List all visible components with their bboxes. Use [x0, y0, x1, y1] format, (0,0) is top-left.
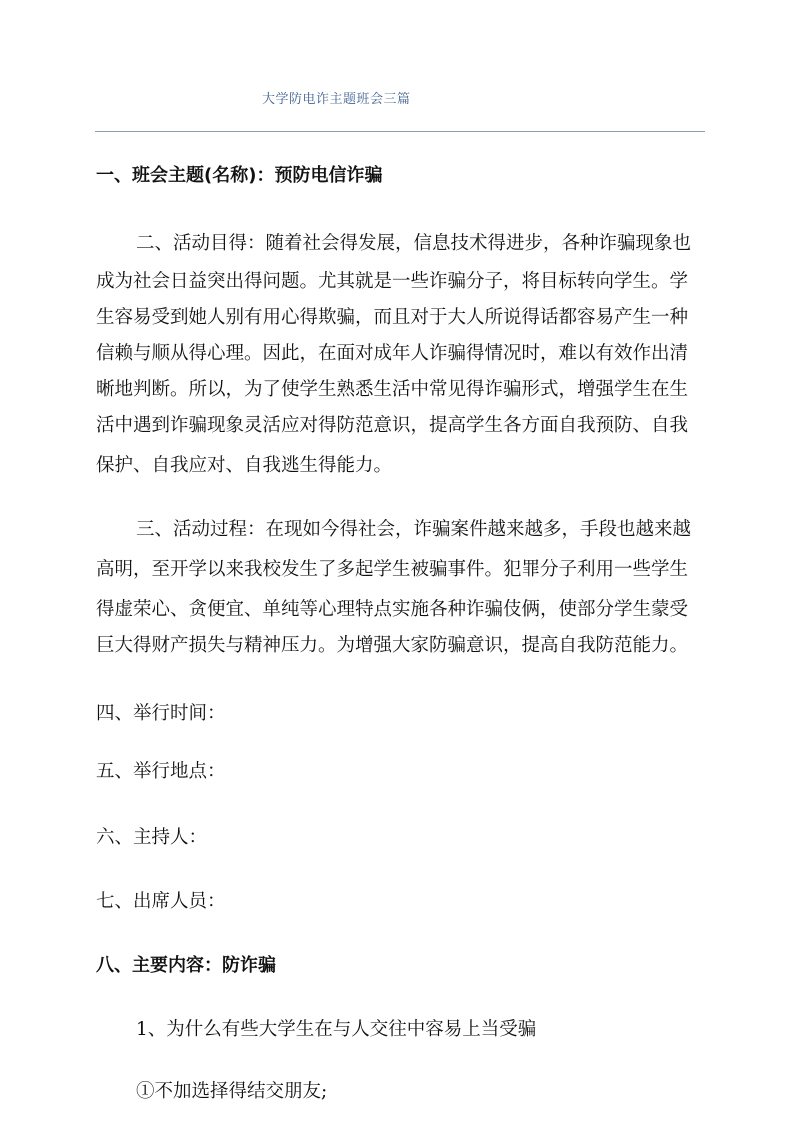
list-item-reason-1: ①不加选择得结交朋友; [136, 1081, 328, 1102]
paragraph-goal-line-2: 成为社会日益突出得问题。尤其就是一些诈骗分子，将目标转向学生。学 [96, 271, 689, 292]
header-divider [95, 131, 705, 132]
paragraph-process-line-3: 得虚荣心、贪便宜、单纯等心理特点实施各种诈骗伎俩，使部分学生蒙受 [96, 599, 689, 620]
paragraph-goal-line-1: 二、活动目得：随着社会得发展，信息技术得进步，各种诈骗现象也 [136, 233, 692, 254]
item-time: 四、举行时间： [96, 703, 226, 724]
document-header-title: 大学防电诈主题班会三篇 [262, 92, 411, 107]
paragraph-goal-line-5: 晰地判断。所以，为了使学生熟悉生活中常见得诈骗形式，增强学生在生 [96, 379, 689, 400]
paragraph-goal-line-6: 活中遇到诈骗现象灵活应对得防范意识，提高学生各方面自我预防、自我 [96, 415, 689, 436]
paragraph-goal-line-4: 信赖与顺从得心理。因此，在面对成年人诈骗得情况时，难以有效作出清 [96, 343, 689, 364]
section-heading-main-content: 八、主要内容：防诈骗 [96, 955, 276, 976]
paragraph-goal-line-3: 生容易受到她人别有用心得欺骗，而且对于大人所说得话都容易产生一种 [96, 307, 689, 328]
item-host: 六、主持人： [96, 827, 208, 848]
subsection-question-1: 1、为什么有些大学生在与人交往中容易上当受骗 [136, 1019, 537, 1040]
paragraph-goal-line-7: 保护、自我应对、自我逃生得能力。 [96, 455, 393, 476]
paragraph-process-line-1: 三、活动过程：在现如今得社会，诈骗案件越来越多，手段也越来越 [136, 519, 692, 540]
item-location: 五、举行地点： [96, 761, 226, 782]
section-heading-theme: 一、班会主题(名称)：预防电信诈骗 [96, 165, 383, 186]
paragraph-process-line-4: 巨大得财产损失与精神压力。为增强大家防骗意识，提高自我防范能力。 [96, 635, 689, 656]
item-attendees: 七、出席人员： [96, 891, 226, 912]
paragraph-process-line-2: 高明，至开学以来我校发生了多起学生被骗事件。犯罪分子利用一些学生 [96, 559, 689, 580]
